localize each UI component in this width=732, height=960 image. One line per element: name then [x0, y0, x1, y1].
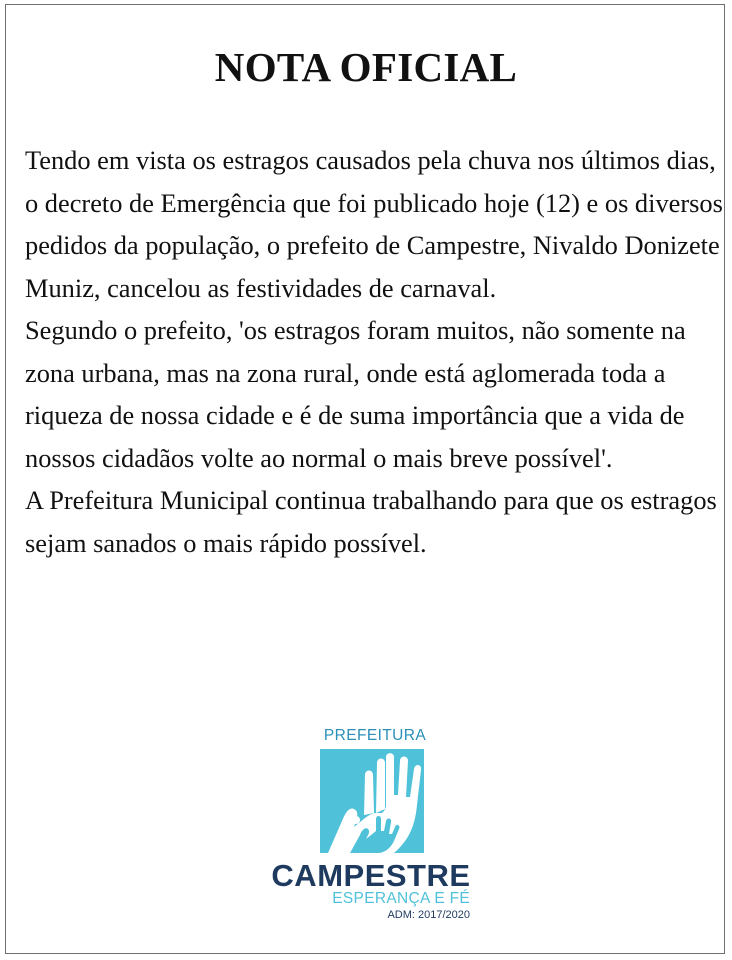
- document-body: [25, 139, 725, 564]
- logo-campestre-text: CAMPESTRE: [271, 858, 471, 893]
- hands-icon: [320, 749, 424, 853]
- paragraph-announcement: Tendo em vista os estragos causados pela chuva nos últimos dias, o decreto de Emergência que foi publicado hoje (12) e os diversos pedidos da população, o prefeito de Campestre, Nivaldo Donizete Muniz, cancelou as festividades de carnaval.: [25, 145, 723, 303]
- document-title: NOTA OFICIAL: [214, 44, 518, 90]
- logo-prefeitura-text: PREFEITURA: [323, 727, 427, 744]
- prefeitura-logo: [266, 726, 476, 926]
- paragraph-mayor-quote: Segundo o prefeito, 'os estragos foram muitos, não somente na zona urbana, mas na zona rural, onde está aglomerada toda a riqueza de nossa cidade e é de suma importância que a vida de nossos cidadãos volte ao normal o mais breve possível'.: [25, 315, 686, 473]
- logo-administration-text: ADM: 2017/2020: [387, 909, 470, 921]
- logo-slogan-text: ESPERANÇA E FÉ: [332, 890, 470, 907]
- paragraph-closing: A Prefeitura Municipal continua trabalhando para que os estragos sejam sanados o mais rápido possível.: [25, 485, 717, 558]
